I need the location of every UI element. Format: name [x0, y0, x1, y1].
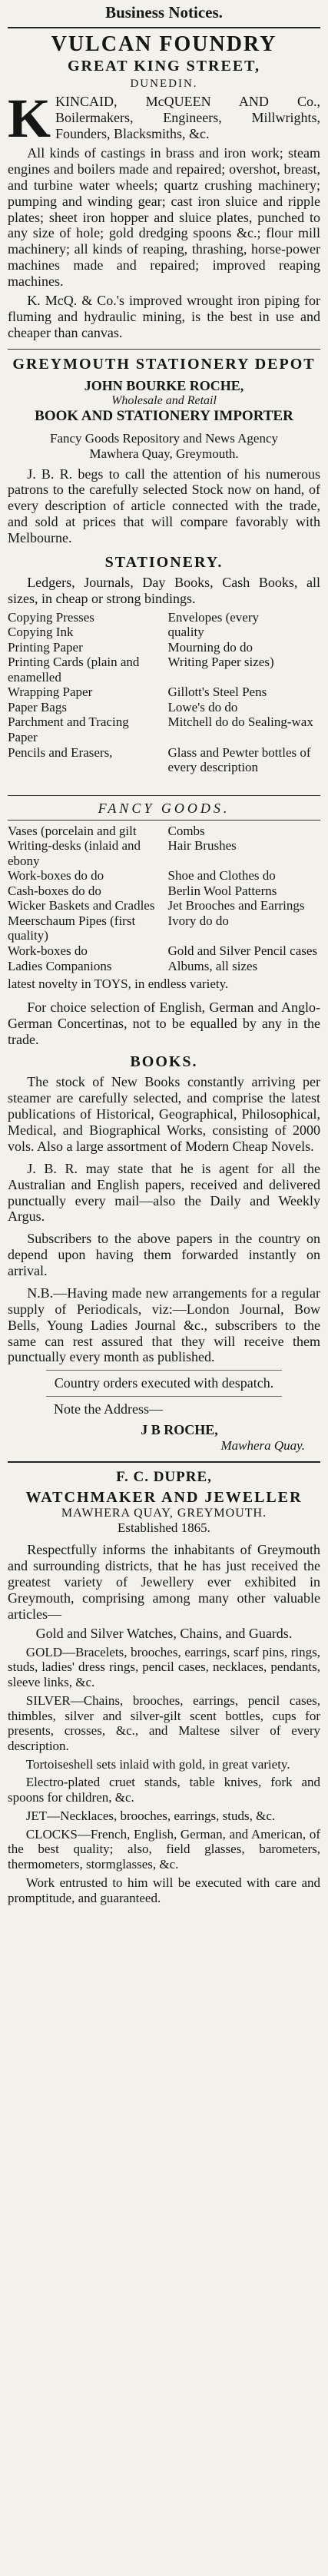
vulcan-foundry-ad [8, 33, 320, 341]
vulcan-name: VULCAN FOUNDRY [51, 32, 277, 56]
books-text: The stock of New Books constantly arriving per steamer are carefully selected, and comprise the latest publications of Historical, Geographical, Philosophical, Medical, and Biographical Works, consisting of 2000 vols. Also a large assortment of Modern Cheap Novels. [8, 1074, 320, 1154]
stationery-owner: JOHN BOURKE ROCHE, [84, 377, 244, 393]
dupre-jet: JET—Necklaces, brooches, earrings, studs, &c. [25, 1808, 276, 1823]
dupre-gold-heading: Gold and Silver Watches, Chains, and Guards. [35, 1625, 293, 1641]
vulcan-intro [8, 88, 320, 150]
dupre-intro: Respectfully informs the inhabitants of Greymouth and surrounding districts, that he has just received the greatest variety of Jewellery ever exhibited in Greymouth, comprising among many other valuable articles— [8, 1542, 320, 1622]
list-item: Hair Brushes [167, 838, 237, 854]
stationery-agency: Fancy Goods Repository and News Agency [50, 430, 278, 446]
list-item: Pencils and Erasers, [8, 744, 113, 760]
divider [8, 349, 320, 350]
subscribers-text: Subscribers to the above papers in the country on depend upon having them forwarded instantly on arrival. [8, 1231, 320, 1279]
divider [46, 1370, 282, 1371]
dupre-title: WATCHMAKER AND JEWELLER [25, 1489, 303, 1507]
section-title: Business Notices. [105, 3, 223, 22]
list-item: Envelopes (every [167, 609, 259, 625]
nb-text: N.B.—Having made new arrangements for a regular supply of Periodicals, viz:—London Journal, Bow Bells, Young Ladies Journal &c., subscribers to the same can rest assured that they will receive them punctually every month as published. [8, 1285, 320, 1365]
stationery-address: Mawhera Quay, Greymouth. [89, 446, 239, 461]
stationery-line: BOOK AND STATIONERY IMPORTER [35, 407, 293, 424]
stationery-para1: J. B. R. begs to call the attention of his numerous patrons to the carefully selected Stock now on hand, of every description of article connected with the trade, and sold at prices that will compare favorably with Melbourne. [8, 466, 320, 546]
stationery-title: GREYMOUTH STATIONERY DEPOT [12, 355, 316, 373]
vulcan-body: All kinds of castings in brass and iron work; steam engines and boilers made and repaired; overshot, breast, and turbine water wheels; quartz crushing machinery; pumping and winding gear; cast iron sluice and ripple plates; sheet iron hopper and sluice plates, punched to any size of hole; gold dredging spoons &c.; flour mill machinery; all kinds of reaping, thrashing, horse-power machines made and repaired; improved reaping machines. [8, 145, 320, 290]
signature-place: Mawhera Quay. [220, 1438, 305, 1454]
dupre-address: MAWHERA QUAY, GREYMOUTH. [61, 1507, 267, 1520]
list-item: Combs [167, 823, 205, 838]
divider [8, 1461, 320, 1463]
list-item: Copying Presses [8, 609, 94, 625]
list-item: Lowe's do do [167, 699, 238, 714]
divider [8, 27, 320, 28]
heading-stationery: STATIONERY. [104, 553, 224, 571]
concertinas: For choice selection of English, German and Anglo-German Concertinas, not to be equalled by any in the trade. [8, 999, 320, 1047]
list-item: Copying Ink [8, 625, 74, 640]
list-item: Mitchell do do Sealing-wax [167, 714, 313, 730]
list-item: Berlin Wool Patterns [167, 883, 277, 898]
list-item: Meerschaum Pipes (first quality) [8, 913, 136, 943]
orders-text: Country orders executed with despatch. [54, 1375, 274, 1391]
dupre-name: F. C. DUPRE, [116, 1469, 212, 1486]
divider [46, 1396, 282, 1397]
list-item: Gillott's Steel Pens [167, 685, 267, 700]
vulcan-city: DUNEDIN. [130, 78, 198, 91]
list-item: Gold and Silver Pencil cases [167, 943, 318, 959]
list-item: Work-boxes do [8, 943, 88, 959]
list-item: Parchment and Tracing Paper [8, 714, 129, 745]
list-item: Wrapping Paper [8, 685, 93, 700]
list-item: Paper Bags [8, 699, 67, 714]
fancy-items [8, 824, 320, 973]
list-item: Jet Brooches and Earrings [167, 898, 305, 913]
list-item: Albums, all sizes [167, 958, 258, 973]
dupre-established: Established 1865. [118, 1520, 210, 1536]
list-item: quality [167, 625, 204, 640]
signature-name: J B ROCHE, [141, 1422, 218, 1438]
heading-fancy: FANCY GOODS. [98, 800, 230, 816]
dupre-gold: GOLD—Bracelets, brooches, earrings, scarf pins, rings, studs, ladies' dress rings, pencil cases, necklaces, pendants, sleeve links, &c. [8, 1644, 320, 1690]
dupre-tortoise: Tortoiseshell sets inlaid with gold, in great variety. [25, 1756, 290, 1772]
divider [8, 820, 320, 821]
heading-books: BOOKS. [130, 1053, 198, 1071]
stationery-subtitle: Wholesale and Retail [111, 393, 217, 407]
list-item: Shoe and Clothes do [167, 868, 276, 884]
stationery-bottles-line [8, 777, 320, 791]
list-item: Writing-desks (inlaid and ebony [8, 838, 141, 868]
list-item: Work-boxes do do [8, 868, 104, 884]
dupre-ad [8, 1469, 320, 1905]
vulcan-note: K. McQ. & Co.'s improved wrought iron piping for fluming and hydraulic mining, is the best in use and cheaper than canvas. [8, 292, 320, 340]
dupre-clocks: CLOCKS—French, English, German, and American, of the best quality; also, field glasses, barometers, thermometers, stormglasses, &c. [8, 1826, 320, 1872]
vulcan-intro-text: KINCAID, McQUEEN AND Co., Boilermakers, Engineers, Millwrights, Founders, Blacksmiths, &c. [55, 94, 320, 142]
fancy-latest: latest novelty in TOYS, in endless variety. [8, 976, 229, 992]
drop-cap: K [8, 88, 51, 150]
list-item: Ladies Companions [8, 958, 112, 973]
list-item: Mourning do do [167, 639, 253, 655]
vulcan-street: GREAT KING STREET, [67, 58, 261, 75]
list-item: Ivory do do [167, 913, 229, 928]
dupre-electro: Electro-plated cruet stands, table knives, fork and spoons for children, &c. [8, 1775, 320, 1805]
divider [8, 795, 320, 796]
list-item: Wicker Baskets and Cradles [8, 898, 155, 913]
stationery-items [8, 610, 320, 775]
list-item: Vases (porcelain and gilt [8, 823, 137, 838]
stationery-intro: Ledgers, Journals, Day Books, Cash Books, all sizes, in cheap or strong bindings. [8, 574, 320, 606]
list-item: Glass and Pewter bottles of every description [167, 744, 311, 775]
agent-text: J. B. R. may state that he is agent for all the Australian and English papers, received and delivered punctually every mail—also the Daily and Weekly Argus. [8, 1160, 320, 1225]
list-item: Writing Paper sizes) [167, 655, 274, 670]
list-item: Printing Cards (plain and enamelled [8, 655, 140, 685]
list-item: Printing Paper [8, 639, 83, 655]
stationery-depot-ad [8, 356, 320, 1454]
list-item: Cash-boxes do do [8, 883, 101, 898]
dupre-silver: SILVER—Chains, brooches, earrings, pencil cases, thimbles, silver and silver-gilt scent bottles, cups for presents, crosses, &c., and Maltese silver of every description. [8, 1692, 320, 1754]
newspaper-column [8, 0, 320, 1905]
note-address: Note the Address— [54, 1401, 163, 1417]
dupre-work: Work entrusted to him will be executed with care and promptitude, and guaranteed. [8, 1875, 320, 1905]
